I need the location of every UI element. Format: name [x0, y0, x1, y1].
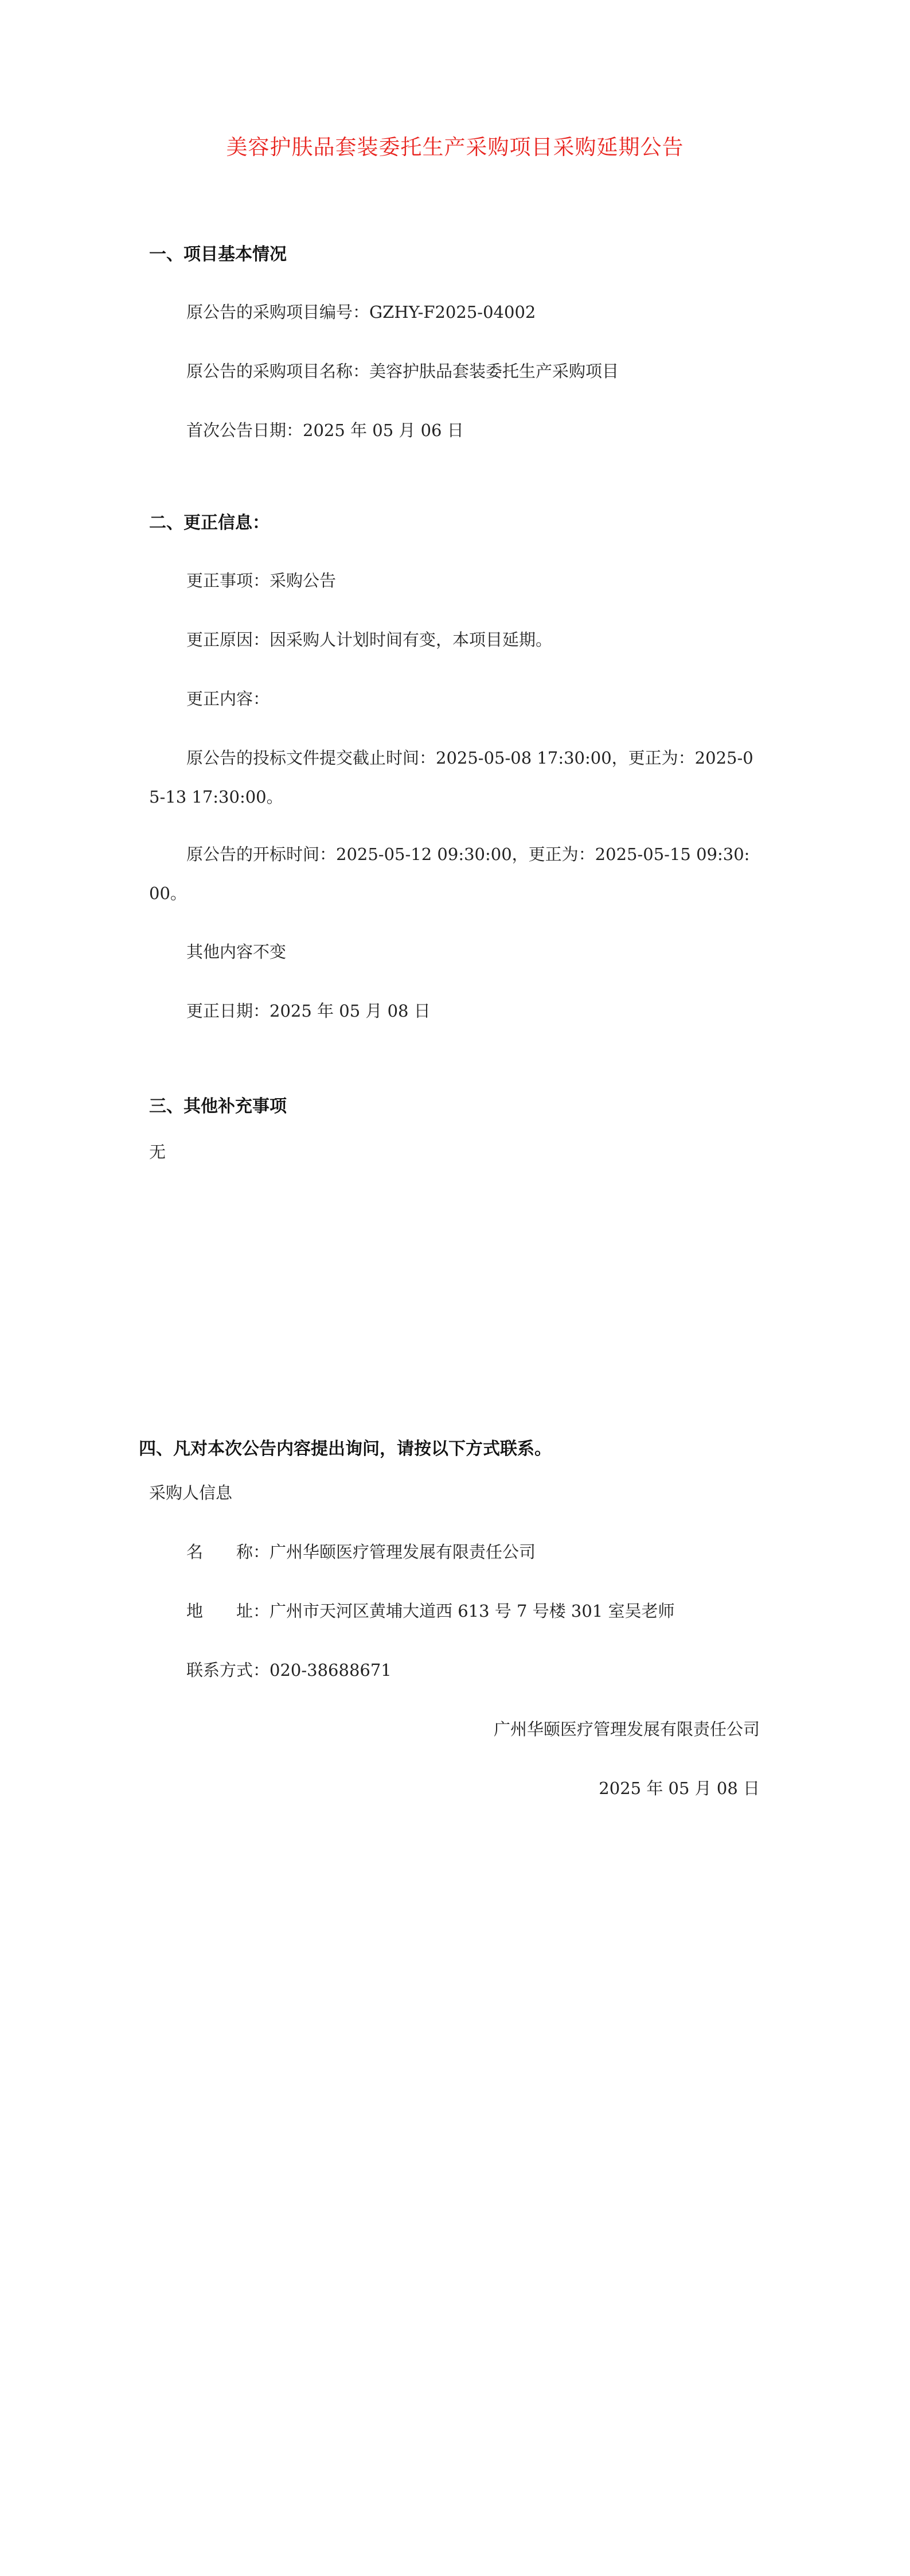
correction-date: 更正日期：2025 年 05 月 08 日	[186, 1001, 431, 1021]
correction-change-opening: 原公告的开标时间：2025-05-12 09:30:00，更正为：2025-05-15 09:30:00。	[149, 845, 750, 903]
supplement-content: 无	[149, 1142, 166, 1162]
buyer-info-label: 采购人信息	[149, 1483, 233, 1503]
buyer-name: 名 称：广州华颐医疗管理发展有限责任公司	[186, 1542, 536, 1562]
correction-reason: 更正原因：因采购人计划时间有变，本项目延期。	[186, 630, 553, 649]
correction-content-label: 更正内容：	[186, 689, 270, 709]
project-name: 原公告的采购项目名称：美容护肤品套装委托生产采购项目	[186, 361, 619, 381]
buyer-contact: 联系方式：020-38688671	[186, 1660, 392, 1680]
section-heading-supplement: 三、其他补充事项	[149, 1096, 287, 1116]
buyer-address: 地 址：广州市天河区黄埔大道西 613 号 7 号楼 301 室吴老师	[186, 1601, 675, 1621]
signature-company: 广州华颐医疗管理发展有限责任公司	[493, 1719, 760, 1739]
section-heading-correction: 二、更正信息：	[149, 513, 270, 533]
section-heading-basic-info: 一、项目基本情况	[149, 244, 287, 264]
project-number: 原公告的采购项目编号：GZHY-F2025-04002	[186, 302, 536, 322]
correction-item: 更正事项：采购公告	[186, 571, 337, 590]
section-heading-contact: 四、凡对本次公告内容提出询问，请按以下方式联系。	[139, 1439, 552, 1459]
first-announcement-date: 首次公告日期：2025 年 05 月 06 日	[186, 421, 464, 440]
correction-change-deadline: 原公告的投标文件提交截止时间：2025-05-08 17:30:00，更正为：2025-05-13 17:30:00。	[149, 748, 753, 807]
page-title: 美容护肤品套装委托生产采购项目采购延期公告	[226, 135, 684, 159]
signature-date: 2025 年 05 月 08 日	[599, 1779, 760, 1798]
other-unchanged: 其他内容不变	[186, 942, 287, 962]
